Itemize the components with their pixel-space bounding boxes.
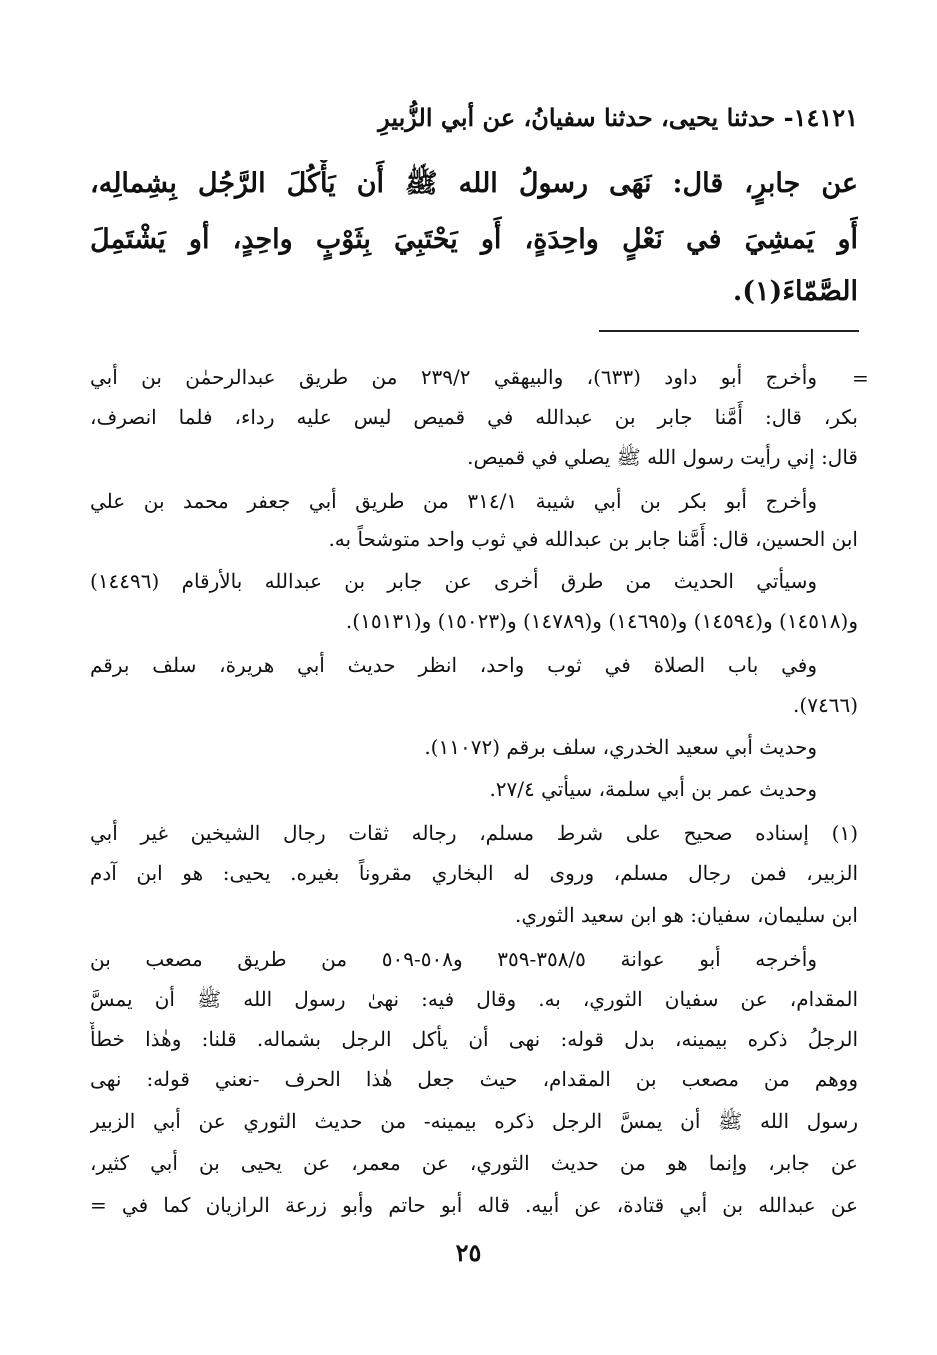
footnote-line: المقدام، عن سفيان الثوري، به. وقال فيه: نهىٰ رسول الله ﷺ أن يمسَّ — [90, 987, 858, 1011]
footnote-line: بكر، قال: أَمَّنا جابر بن عبدالله في قميص ليس عليه رداء، فلما انصرف، — [90, 405, 858, 429]
footnote-line: (٧٤٦٦). — [793, 693, 858, 717]
footnote-line: الرجلُ ذكره بيمينه، بدل قوله: نهى أن يأكل الرجل بشماله. قلنا: وهٰذا خطأٌ — [90, 1027, 858, 1051]
hadith-line: الصَّمّاءَ(١). — [732, 276, 858, 307]
footnote-line: ووهم من مصعب بن المقدام، حيث جعل هٰذا الحرف -نعني قوله: نهى — [90, 1067, 858, 1091]
hadith-line: ١٤١٢١- حدثنا يحيى، حدثنا سفيانُ، عن أبي الزُّبيرِ — [378, 103, 858, 132]
footnote-line: قال: إني رأيت رسول الله ﷺ يصلي في قميص. — [467, 445, 858, 469]
footnote-line: رسول الله ﷺ أن يمسَّ الرجل ذكره بيمينه- من حديث الثوري عن أبي الزبير — [90, 1109, 858, 1133]
footnote-line: وحديث أبي سعيد الخدري، سلف برقم (١١٠٧٢). — [424, 735, 817, 759]
footnote-line: عن عبدالله بن أبي قتادة، عن أبيه. قاله أبو حاتم وأبو زرعة الرازيان كما في = — [90, 1193, 858, 1217]
footnote-line: ابن الحسين، قال: أَمَّنا جابر بن عبدالله في ثوب واحد متوشحاً به. — [328, 527, 858, 551]
hadith-line: أَو يَمشِيَ في نَعْلٍ واحِدَةٍ، أَو يَحْتَبِيَ بِثَوْبٍ واحِدٍ، أو يَشْتَمِلَ — [90, 224, 858, 255]
hadith-line: عن جابرٍ، قال: نَهَى رسولُ الله ﷺ أَن يَأْكُلَ الرَّجُل بِشِمالِه، — [90, 168, 858, 199]
footnote-line: و(١٤٥١٨) و(١٤٥٩٤) و(١٤٦٩٥) و(١٤٧٨٩) و(١٥٠٢٣) و(١٥١٣١). — [345, 609, 858, 633]
page-number: ٢٥ — [455, 1238, 482, 1267]
footnote-line: الزبير، فمن رجال مسلم، وروى له البخاري مقروناً بغيره. يحيى: هو ابن آدم — [90, 861, 858, 885]
footnote-line: وأخرج أبو بكر بن أبي شيبة ٣١٤/١ من طريق أبي جعفر محمد بن علي — [90, 489, 817, 513]
continuation-mark: = — [852, 366, 869, 390]
footnote-line: وفي باب الصلاة في ثوب واحد، انظر حديث أبي هريرة، سلف برقم — [90, 653, 817, 677]
footnote-line: وأخرجه أبو عوانة ٣٥٨/٥-٣٥٩ و٥٠٨-٥٠٩ من طريق مصعب بن — [90, 947, 817, 971]
footnote-separator — [599, 330, 859, 332]
footnote-line: ابن سليمان، سفيان: هو ابن سعيد الثوري. — [515, 903, 858, 927]
footnote-line: عن جابر، وإنما هو من حديث الثوري، عن معمر، عن يحيى بن أبي كثير، — [90, 1151, 858, 1175]
footnote-line: وسيأتي الحديث من طرق أخرى عن جابر بن عبدالله بالأرقام (١٤٤٩٦) — [90, 569, 817, 593]
footnote-line: وحديث عمر بن أبي سلمة، سيأتي ٢٧/٤. — [489, 777, 817, 801]
footnote-line: وأخرج أبو داود (٦٣٣)، والبيهقي ٢٣٩/٢ من طريق عبدالرحمٰن بن أبي — [90, 365, 817, 389]
footnote-line: (١) إسناده صحيح على شرط مسلم، رجاله ثقات رجال الشيخين غير أبي — [90, 821, 858, 845]
